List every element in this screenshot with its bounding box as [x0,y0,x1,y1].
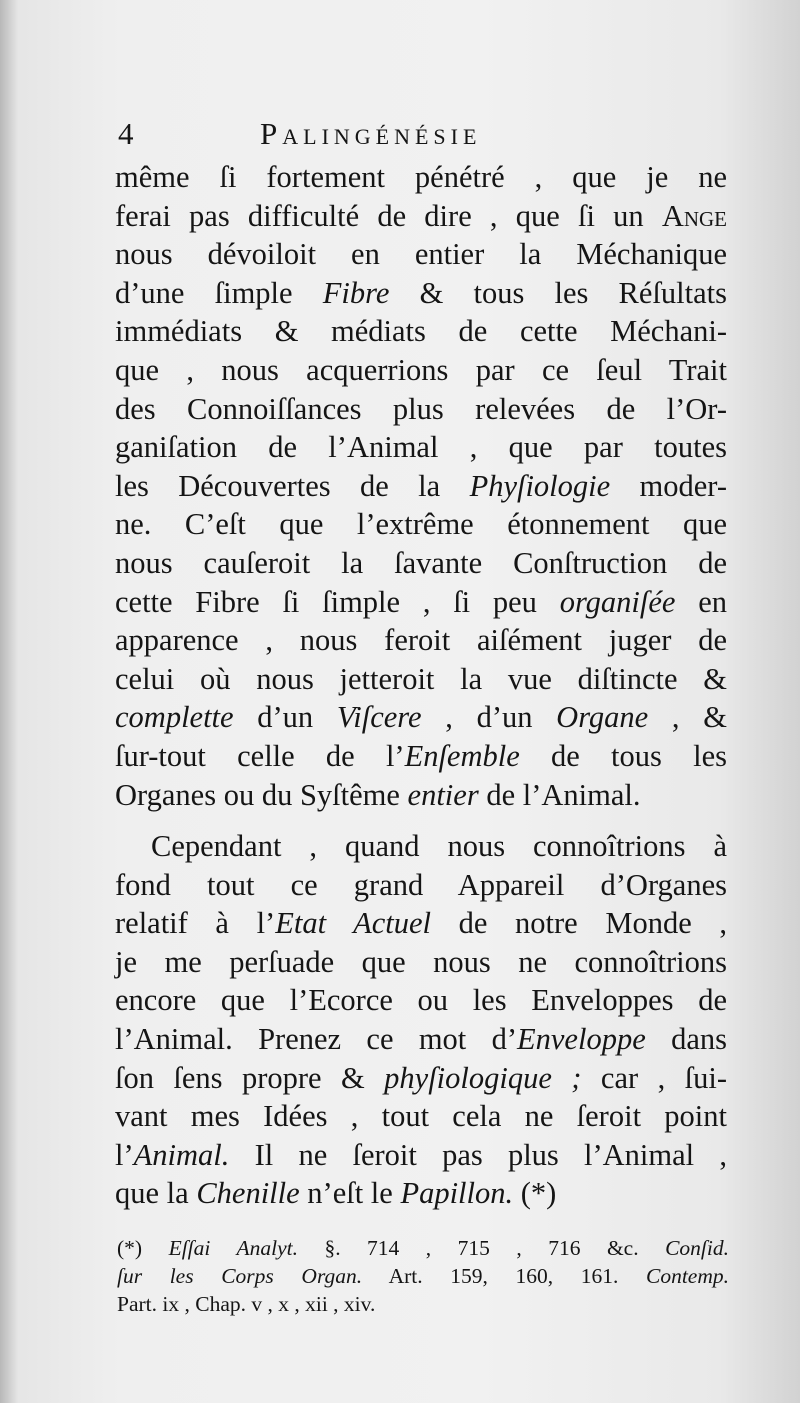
body-text [115,158,727,1213]
text-line [115,1059,727,1098]
text-span: , & [648,700,727,735]
text-line [115,1097,727,1136]
italic-word: Viſcere [336,700,422,735]
text-span: ſon ſens propre & [115,1060,385,1095]
text-span: Cependant , quand nous connoîtrions à [151,829,727,864]
text-span: l’Animal. Prenez ce mot d’ [115,1022,518,1057]
text-span: §. 714 , 715 , 716 &c. [297,1236,666,1260]
italic-word: complette [115,700,234,735]
italic-word: entier [407,777,479,812]
text-line [115,505,727,544]
running-title: Palingénésie [260,116,482,151]
page-edge-shadow [0,0,18,1403]
text-span: fond tout ce grand Appareil d’Organes [115,867,727,902]
text-span: en [675,584,727,619]
text-span: ganiſation de l’Animal , que par toutes [115,430,727,465]
text-span: cette Fibre ſi ſimple , ſi peu [115,584,560,619]
text-line [115,390,727,429]
italic-word: Papillon. [400,1176,514,1211]
footnote [117,1234,729,1318]
text-span: Part. ix , Chap. v , x , xii , xiv. [117,1292,376,1316]
italic-word: Animal. [133,1137,230,1172]
text-span: les Découvertes de la [115,468,470,503]
text-span: de notre Monde , [431,906,727,941]
text-span: moder- [610,468,727,503]
text-span: ne. C’eſt que l’extrême étonnement que [115,507,727,542]
text-span: vant mes Idées , tout cela ne ſeroit point [115,1099,727,1134]
text-span: ſur-tout celle de l’ [115,738,405,773]
text-line [115,698,727,737]
italic-word: Fibre [322,275,390,310]
text-span: dans [645,1022,727,1057]
text-span: encore que l’Ecorce ou les Enveloppes de [115,983,727,1018]
text-span: de tous les [519,738,727,773]
text-span: que , nous acquerrions par ce ſeul Trait [115,352,727,387]
text-line [115,544,727,583]
text-span: des Connoiſſances plus relevées de l’Or- [115,391,727,426]
text-line [115,197,727,236]
text-span: immédiats & médiats de cette Méchani- [115,314,727,349]
text-line [115,312,727,351]
italic-word: Chenille [196,1176,300,1211]
text-line [115,1174,727,1213]
text-span: Organes ou du Syſtême [115,777,408,812]
text-line [115,158,727,197]
text-line [115,660,727,699]
italic-word: Phyſiologie [469,468,611,503]
text-span: que la [115,1176,197,1211]
text-span: ferai pas difficulté de dire , que ſi un [115,198,662,233]
page-number: 4 [118,116,136,151]
text-line [115,274,727,313]
italic-word: Enveloppe [517,1022,646,1057]
italic-word: Organe [556,700,649,735]
text-line [115,827,727,866]
text-span: l’ [115,1137,134,1172]
text-span: n’eſt le [299,1176,401,1211]
italic-word: Contemp. [645,1264,729,1288]
text-span: car , ſui- [581,1060,727,1095]
italic-word: Etat Actuel [275,906,432,941]
text-line [115,866,727,905]
text-span: (*) [117,1236,169,1260]
text-line [115,235,727,274]
text-line [115,583,727,622]
text-span: nous cauſeroit la ſavante Conſtruction de [115,545,727,580]
text-span: même ſi fortement pénétré , que je ne [115,160,727,194]
text-line [115,621,727,660]
text-span: Il ne ſeroit pas plus l’Animal , [229,1137,727,1172]
italic-word: phyſiologique ; [384,1060,582,1095]
text-span: celui où nous jetteroit la vue diſtincte & [115,661,727,696]
text-line [115,1136,727,1175]
text-line [115,737,727,776]
text-line [115,981,727,1020]
text-line [115,1020,727,1059]
text-span: , d’un [421,700,557,735]
text-line [115,428,727,467]
italic-word: Enſemble [404,738,520,773]
italic-word: organiſée [559,584,676,619]
footnote-line [117,1234,729,1262]
text-line [115,904,727,943]
text-span: nous dévoiloit en entier la Méchanique [115,237,727,272]
text-line [115,776,727,815]
italic-word: Eſſai Analyt. [168,1236,298,1260]
italic-word: Conſid. [665,1236,729,1260]
paragraph-gap [115,814,727,827]
text-span: (*) [513,1176,557,1211]
italic-word: ſur les Corps Organ. [117,1264,363,1288]
text-span: relatif à l’ [115,906,276,941]
footnote-line [117,1290,729,1318]
footnote-line [117,1262,729,1290]
text-span: d’un [233,700,337,735]
text-span: apparence , nous feroit aiſément juger de [115,623,727,658]
text-span: de l’Animal. [478,777,641,812]
text-line [115,351,727,390]
small-caps-word: Ange [661,198,727,233]
text-span: Art. 159, 160, 161. [362,1264,646,1288]
text-line [115,943,727,982]
text-span: je me perſuade que nous ne connoîtrions [115,944,727,979]
text-line [115,467,727,506]
text-span: d’une ſimple [115,275,323,310]
text-span: & tous les Réſultats [389,275,727,310]
